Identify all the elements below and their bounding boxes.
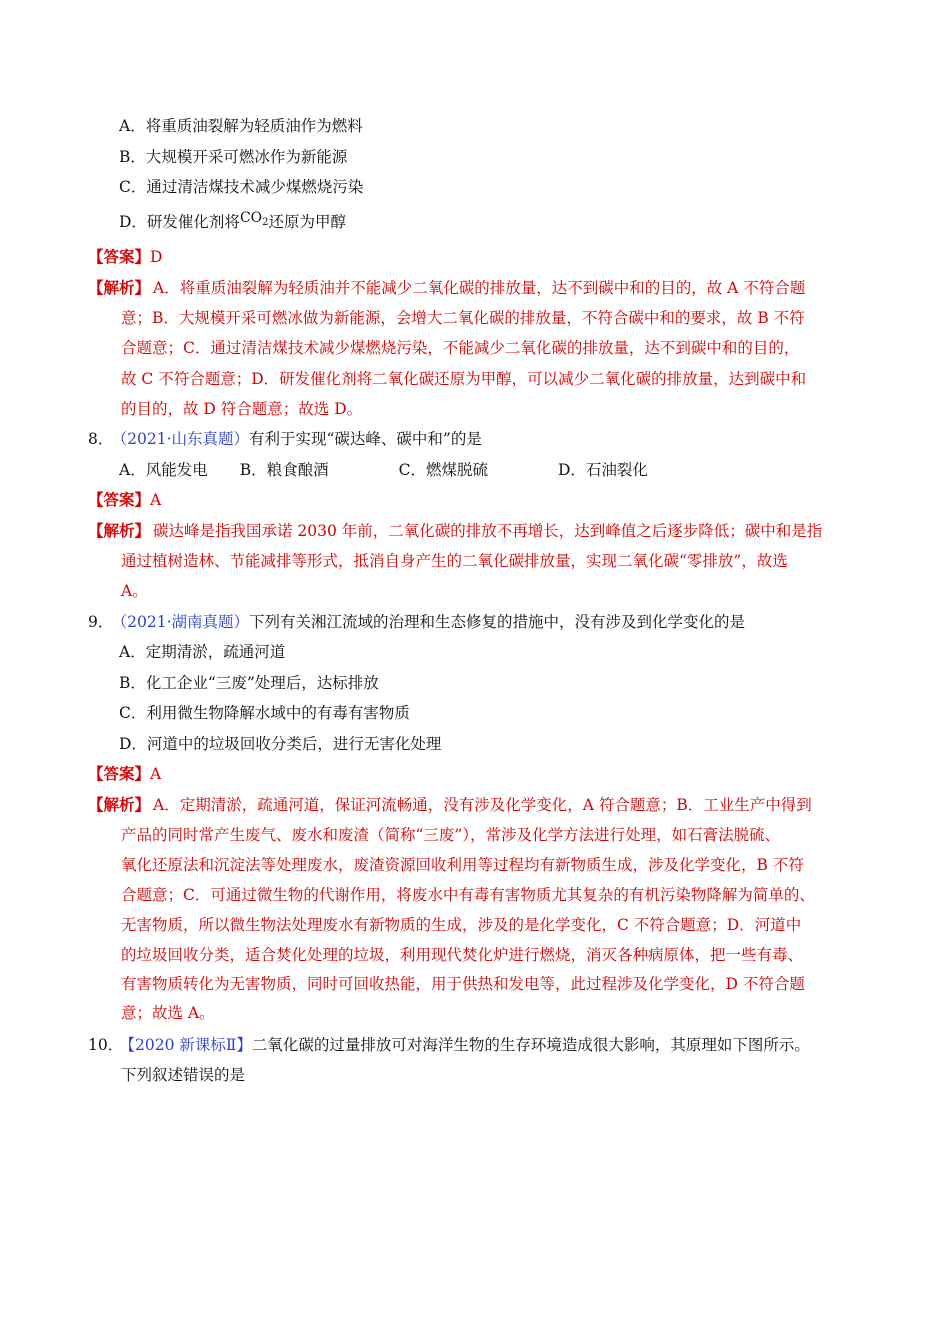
q7-option-d-suffix: 还原为甲醇 [268, 213, 347, 231]
q7-option-d-prefix: D．研发催化剂将 [119, 213, 240, 231]
q9-source: （2021·湖南真题） [119, 613, 249, 631]
q9-stem [88, 611, 745, 633]
answer-value: D [150, 248, 163, 266]
q9-option-a: A．定期清淤，疏通河道 [119, 643, 286, 661]
answer-label: 【答案】 [88, 490, 151, 509]
q9-stem-text: 下列有关湘江流域的治理和生态修复的措施中，没有涉及到化学变化的是 [249, 613, 746, 631]
q9-analysis-line-3: 氧化还原法和沉淀法等处理废水，废渣资源回收利用等过程均有新物质生成，涉及化学变化，B 不符 [121, 856, 804, 874]
q9-analysis-line-6: 的垃圾回收分类，适合焚化处理的垃圾，利用现代焚化炉进行燃烧，消灭各种病原体，把一些有毒、 [121, 946, 804, 964]
q10-stem-text: 二氧化碳的过量排放可对海洋生物的生存环境造成很大影响，其原理如下图所示。 [251, 1036, 810, 1054]
q8-options [119, 459, 648, 481]
q9-analysis-line-5: 无害物质，所以微生物法处理废水有新物质的生成，涉及的是化学变化，C 不符合题意；D．河道中 [121, 916, 802, 934]
q9-answer [88, 763, 161, 785]
co2-subscript: 2 [262, 217, 269, 228]
q8-stem-text: 有利于实现“碳达峰、碳中和”的是 [249, 430, 482, 448]
q10-stem [88, 1034, 810, 1056]
q9-analysis-line-8: 意；故选 A。 [121, 1004, 215, 1022]
q9-option-b: B．化工企业“三废”处理后，达标排放 [119, 674, 379, 692]
q8-number: 8． [88, 430, 114, 448]
q10-source: 【2020 新课标Ⅱ】 [127, 1036, 252, 1054]
q8-option-d: D．石油裂化 [557, 461, 648, 479]
q9-number: 9． [88, 613, 114, 631]
q7-option-c: C．通过清洁煤技术减少煤燃烧污染 [119, 178, 364, 196]
q8-option-a: A．风能发电 [119, 461, 208, 479]
answer-value: A [150, 491, 162, 509]
q7-option-b: B．大规模开采可燃冰作为新能源 [119, 148, 348, 166]
q7-analysis-line-4: 故 C 不符合题意；D．研发催化剂将二氧化碳还原为甲醇，可以减少二氧化碳的排放量，达到碳中和 [121, 370, 807, 388]
q8-analysis-label: 【解析】 [88, 521, 151, 540]
q8-source: （2021·山东真题） [119, 430, 249, 448]
q7-answer [88, 246, 162, 268]
q7-analysis-line-3: 合题意；C．通过清洁煤技术减少煤燃烧污染，不能减少二氧化碳的排放量，达不到碳中和的目的， [121, 339, 800, 357]
q8-stem [88, 428, 482, 450]
q7-analysis-line-2: 意；B．大规模开采可燃冰做为新能源，会增大二氧化碳的排放量，不符合碳中和的要求，故 B 不符 [121, 309, 805, 327]
q9-analysis-line-4: 合题意；C．可通过微生物的代谢作用，将废水中有毒有害物质尤其复杂的有机污染物降解为简单的、 [121, 886, 815, 904]
q8-analysis-line-2: 通过植树造林、节能减排等形式，抵消自身产生的二氧化碳排放量，实现二氧化碳“零排放”，故选 [121, 552, 788, 570]
q8-analysis-line-1: 碳达峰是指我国承诺 2030 年前，二氧化碳的排放不再增长，达到峰值之后逐步降低；碳中和是指 [153, 522, 823, 540]
q8-option-c: C．燃煤脱硫 [398, 461, 488, 479]
q9-option-d: D．河道中的垃圾回收分类后，进行无害化处理 [119, 735, 442, 753]
answer-value: A [150, 765, 162, 783]
answer-label: 【答案】 [88, 247, 151, 266]
q8-answer [88, 489, 161, 511]
q7-analysis-label: 【解析】 [88, 278, 151, 297]
q9-analysis-label: 【解析】 [88, 795, 151, 814]
q9-option-c: C．利用微生物降解水域中的有毒有害物质 [119, 704, 410, 722]
answer-label: 【答案】 [88, 764, 151, 783]
co2-formula [240, 210, 269, 226]
q7-option-d [119, 211, 346, 239]
q8-option-b: B．粮食酿酒 [239, 461, 329, 479]
q8-analysis-line-3: A。 [121, 582, 148, 600]
q9-analysis-line-7: 有害物质转化为无害物质，同时可回收热能，用于供热和发电等，此过程涉及化学变化，D 不符合题 [121, 975, 805, 993]
co2-co: CO [239, 210, 263, 226]
q10-stem-line-2: 下列叙述错误的是 [121, 1066, 246, 1084]
q7-analysis-line-5: 的目的，故 D 符合题意；故选 D。 [121, 400, 363, 418]
q9-analysis-line-1: A．定期清淤，疏通河道，保证河流畅通，没有涉及化学变化，A 符合题意；B．工业生产中得到 [153, 796, 812, 814]
q10-number: 10． [88, 1036, 124, 1054]
q7-analysis-line-1: A．将重质油裂解为轻质油并不能减少二氧化碳的排放量，达不到碳中和的目的，故 A 不符合题 [153, 279, 806, 297]
q9-analysis-line-2: 产品的同时常产生废气、废水和废渣（简称“三废”），常涉及化学方法进行处理，如石膏法脱硫、 [121, 826, 781, 844]
q7-option-a: A．将重质油裂解为轻质油作为燃料 [119, 117, 363, 135]
